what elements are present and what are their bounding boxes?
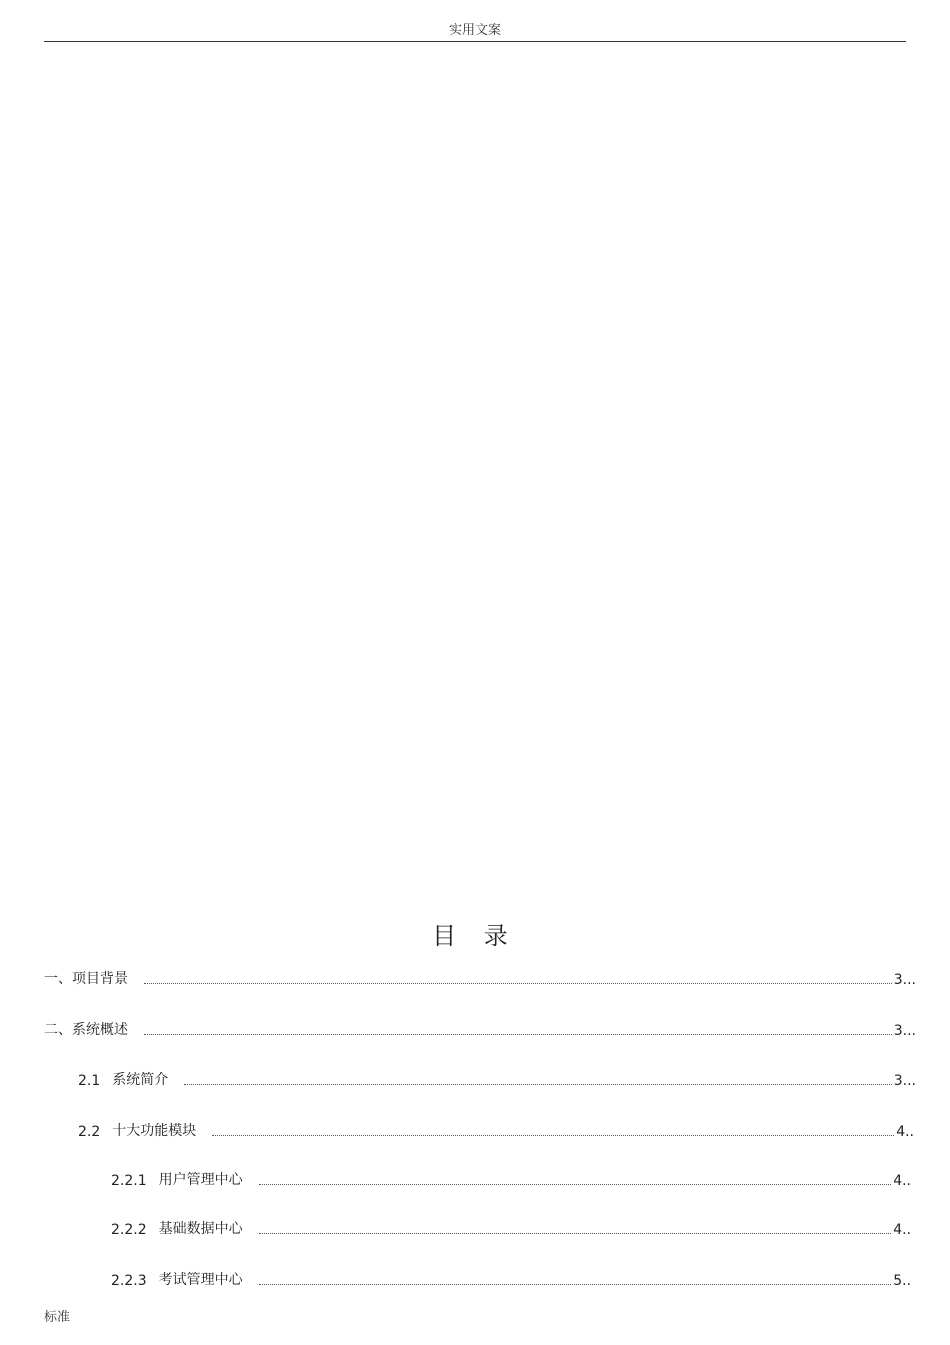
toc-entry-label: 系统简介 xyxy=(112,1072,169,1088)
toc-entry-label: 十大功能模块 xyxy=(112,1123,197,1139)
toc-entry-number: 2.2.3 xyxy=(111,1273,147,1289)
toc-leader-dots xyxy=(184,1083,891,1085)
toc-entry-label: 用户管理中心 xyxy=(158,1172,243,1188)
toc-entry-page: 3... xyxy=(893,1023,916,1039)
toc-entry-number: 2.1 xyxy=(78,1073,101,1089)
toc-entry-label: 系统概述 xyxy=(72,1022,128,1038)
toc-leader-dots xyxy=(144,982,892,984)
toc-entry-label: 基础数据中心 xyxy=(158,1221,243,1237)
header-divider xyxy=(44,41,906,42)
toc-entry-number: 2.2.1 xyxy=(111,1173,147,1189)
page-header-title: 实用文案 xyxy=(448,23,501,38)
toc-entry-page: 3... xyxy=(893,972,916,988)
toc-entry-5[interactable] xyxy=(111,1169,911,1189)
toc-entry-label: 项目背景 xyxy=(72,971,128,987)
toc-entry-page: 4.. xyxy=(893,1222,911,1238)
toc-entry-number: 一、 xyxy=(44,971,72,987)
toc-entry-2[interactable] xyxy=(44,1019,916,1039)
toc-leader-dots xyxy=(144,1033,892,1035)
toc-entry-3[interactable] xyxy=(78,1069,916,1089)
toc-entry-label: 考试管理中心 xyxy=(158,1272,243,1288)
toc-entry-4[interactable] xyxy=(78,1120,914,1140)
toc-entry-page: 4.. xyxy=(896,1124,914,1140)
toc-entry-page: 5.. xyxy=(893,1273,911,1289)
toc-title: 目 录 xyxy=(432,922,518,950)
toc-entry-1[interactable] xyxy=(44,968,916,988)
toc-entry-number: 2.2.2 xyxy=(111,1222,147,1238)
toc-entry-6[interactable] xyxy=(111,1218,911,1238)
toc-entry-number: 二、 xyxy=(44,1022,72,1038)
toc-entry-7[interactable] xyxy=(111,1269,911,1289)
toc-leader-dots xyxy=(259,1283,892,1285)
toc-entry-number: 2.2 xyxy=(78,1124,101,1140)
toc-entry-page: 4.. xyxy=(893,1173,911,1189)
toc-leader-dots xyxy=(259,1232,892,1234)
toc-leader-dots xyxy=(259,1183,892,1185)
toc-leader-dots xyxy=(212,1134,894,1136)
toc-entry-page: 3... xyxy=(893,1073,916,1089)
page-footer-text: 标准 xyxy=(44,1310,71,1325)
